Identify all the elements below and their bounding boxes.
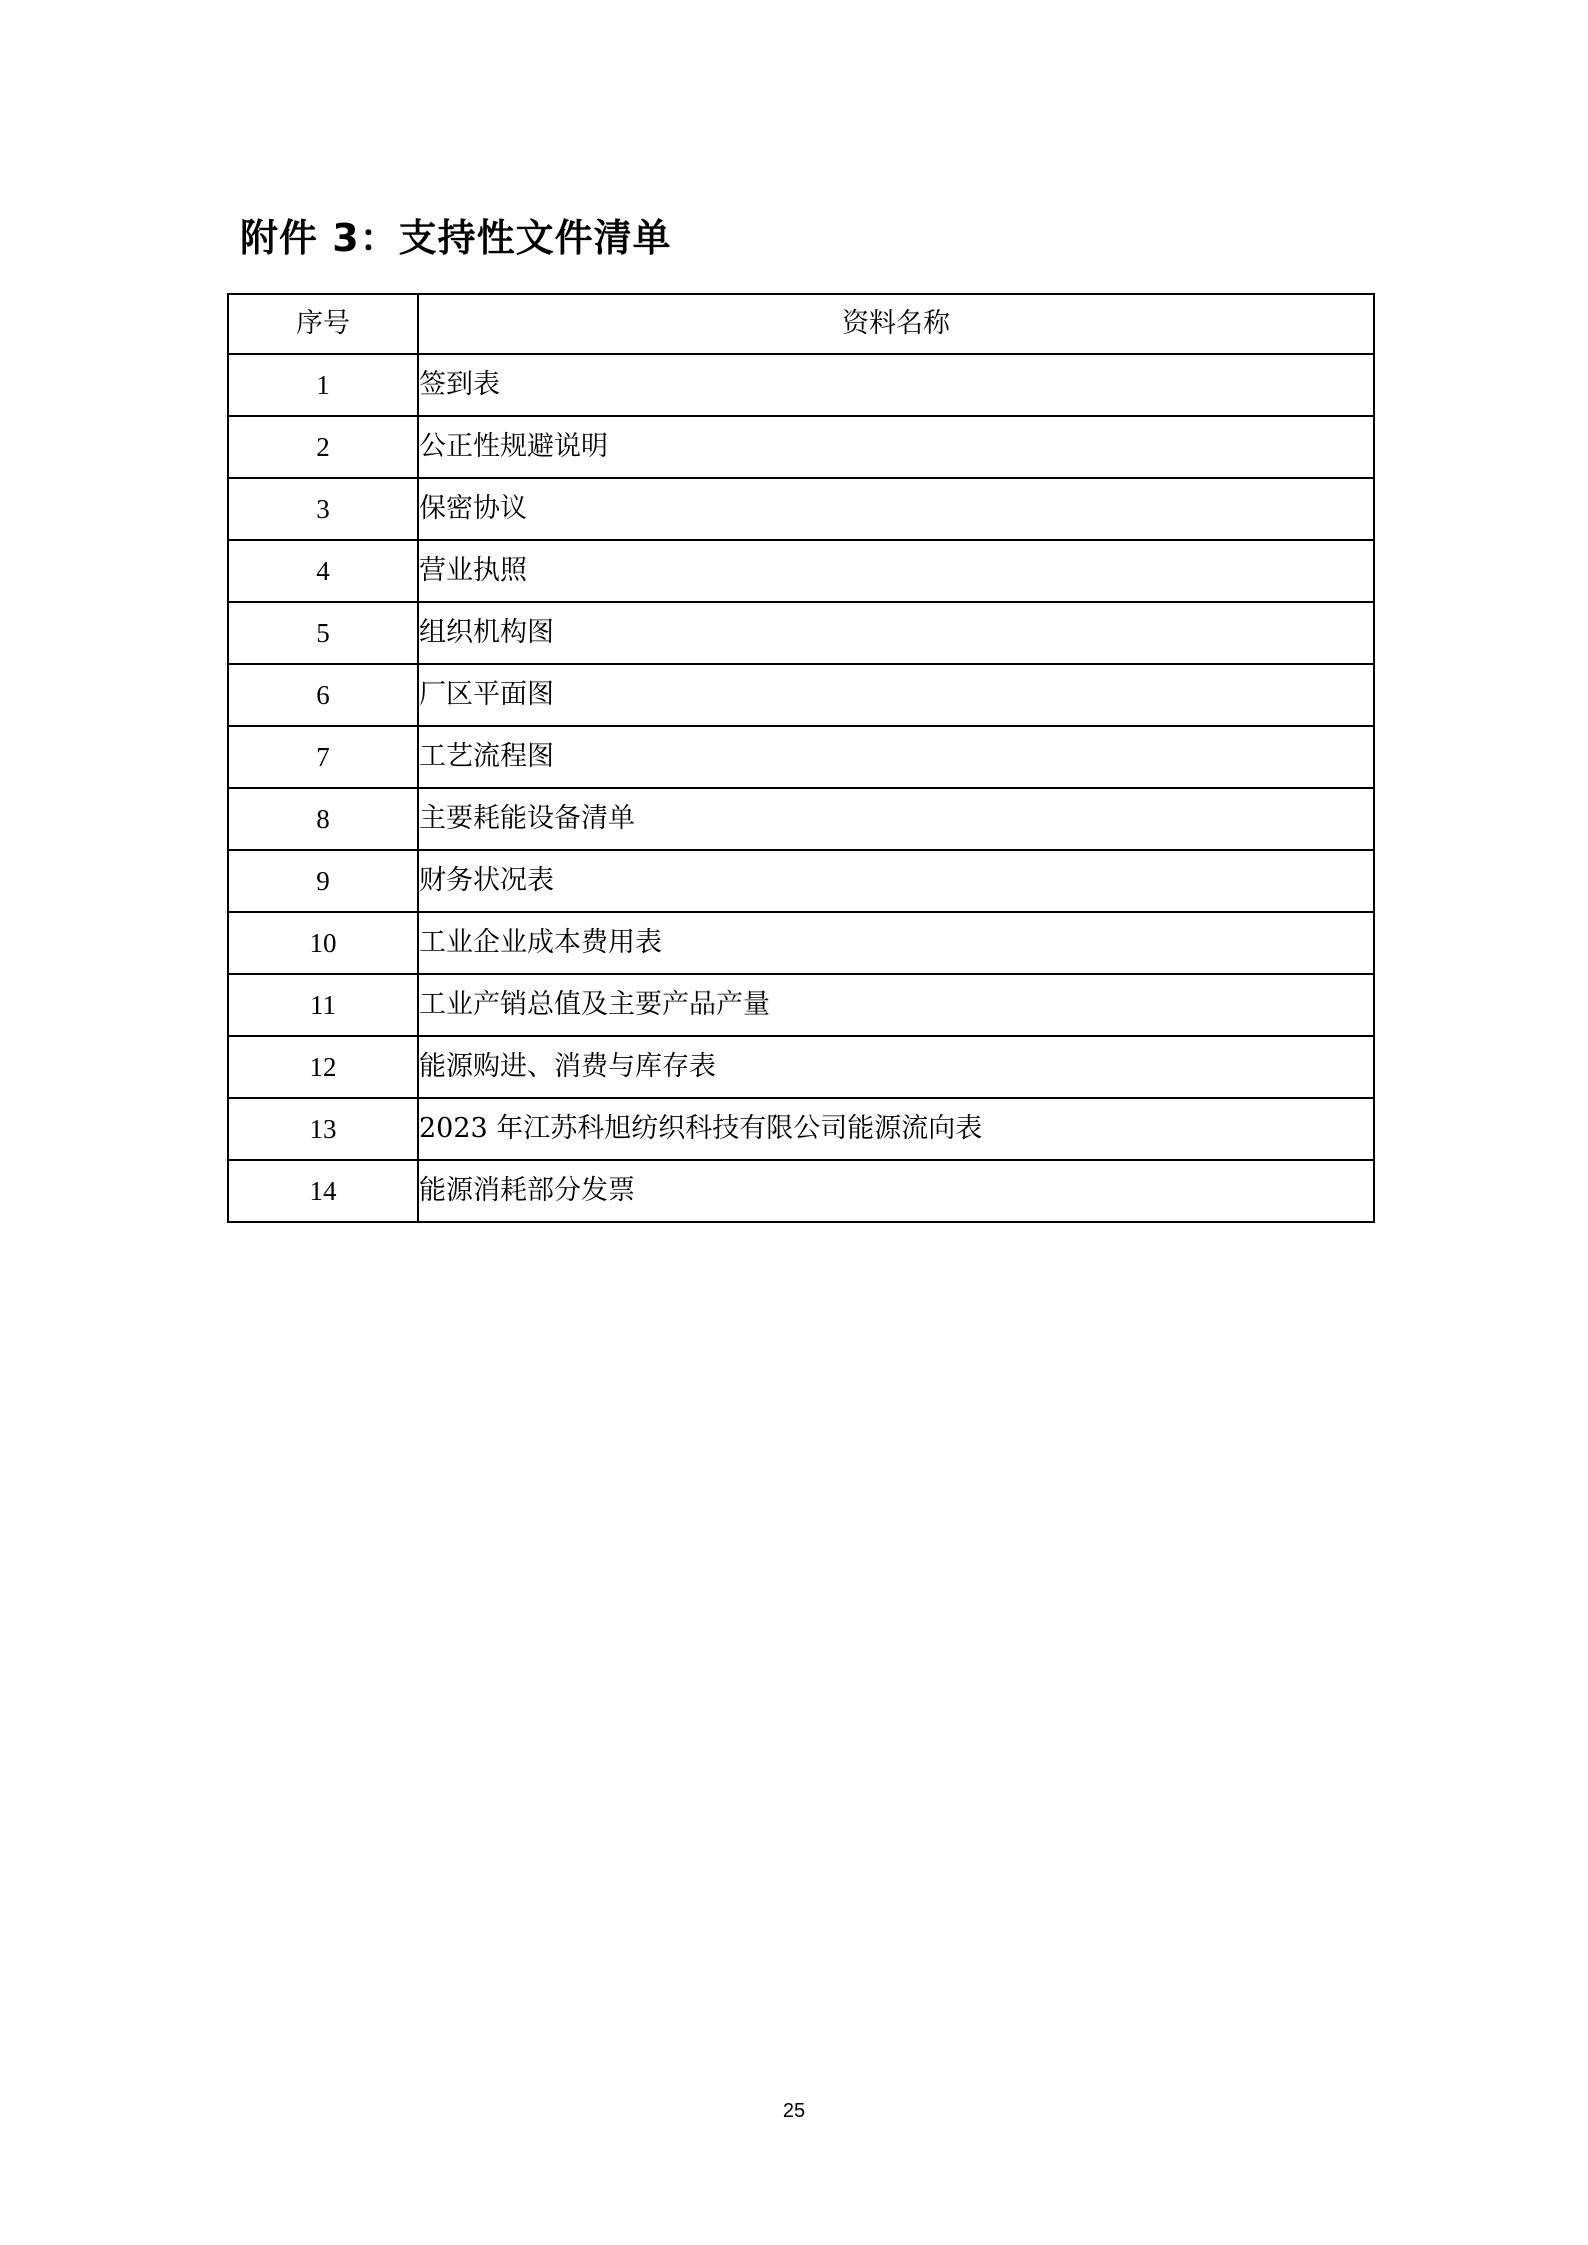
document-name: 2023 年江苏科旭纺织科技有限公司能源流向表 [418,1098,1374,1160]
table-row [228,602,1374,664]
table-row [228,850,1374,912]
table-row [228,1036,1374,1098]
row-number: 7 [228,726,418,788]
column-header-name: 资料名称 [418,294,1374,354]
row-number: 4 [228,540,418,602]
row-number: 10 [228,912,418,974]
row-number: 11 [228,974,418,1036]
document-name: 签到表 [418,354,1374,416]
table-row [228,912,1374,974]
row-number: 8 [228,788,418,850]
document-name: 财务状况表 [418,850,1374,912]
table-row [228,354,1374,416]
table-row [228,478,1374,540]
row-number: 1 [228,354,418,416]
document-name: 厂区平面图 [418,664,1374,726]
table-row [228,540,1374,602]
table-row [228,664,1374,726]
table-row [228,1098,1374,1160]
table-row [228,1160,1374,1222]
document-name: 工业产销总值及主要产品产量 [418,974,1374,1036]
table-row [228,726,1374,788]
row-number: 14 [228,1160,418,1222]
row-number: 5 [228,602,418,664]
column-header-number: 序号 [228,294,418,354]
row-number: 13 [228,1098,418,1160]
document-name: 工业企业成本费用表 [418,912,1374,974]
document-name: 公正性规避说明 [418,416,1374,478]
document-name: 能源消耗部分发票 [418,1160,1374,1222]
table-row [228,416,1374,478]
document-name: 主要耗能设备清单 [418,788,1374,850]
table-header-row [228,294,1374,354]
page-number: 25 [782,2100,806,2122]
document-name: 组织机构图 [418,602,1374,664]
table-row [228,788,1374,850]
row-number: 3 [228,478,418,540]
document-name: 营业执照 [418,540,1374,602]
document-name: 工艺流程图 [418,726,1374,788]
document-name: 能源购进、消费与库存表 [418,1036,1374,1098]
supporting-documents-table [227,293,1375,1223]
row-number: 6 [228,664,418,726]
table-row [228,974,1374,1036]
document-name: 保密协议 [418,478,1374,540]
row-number: 12 [228,1036,418,1098]
row-number: 2 [228,416,418,478]
row-number: 9 [228,850,418,912]
page-heading: 附件 3：支持性文件清单 [240,216,672,260]
